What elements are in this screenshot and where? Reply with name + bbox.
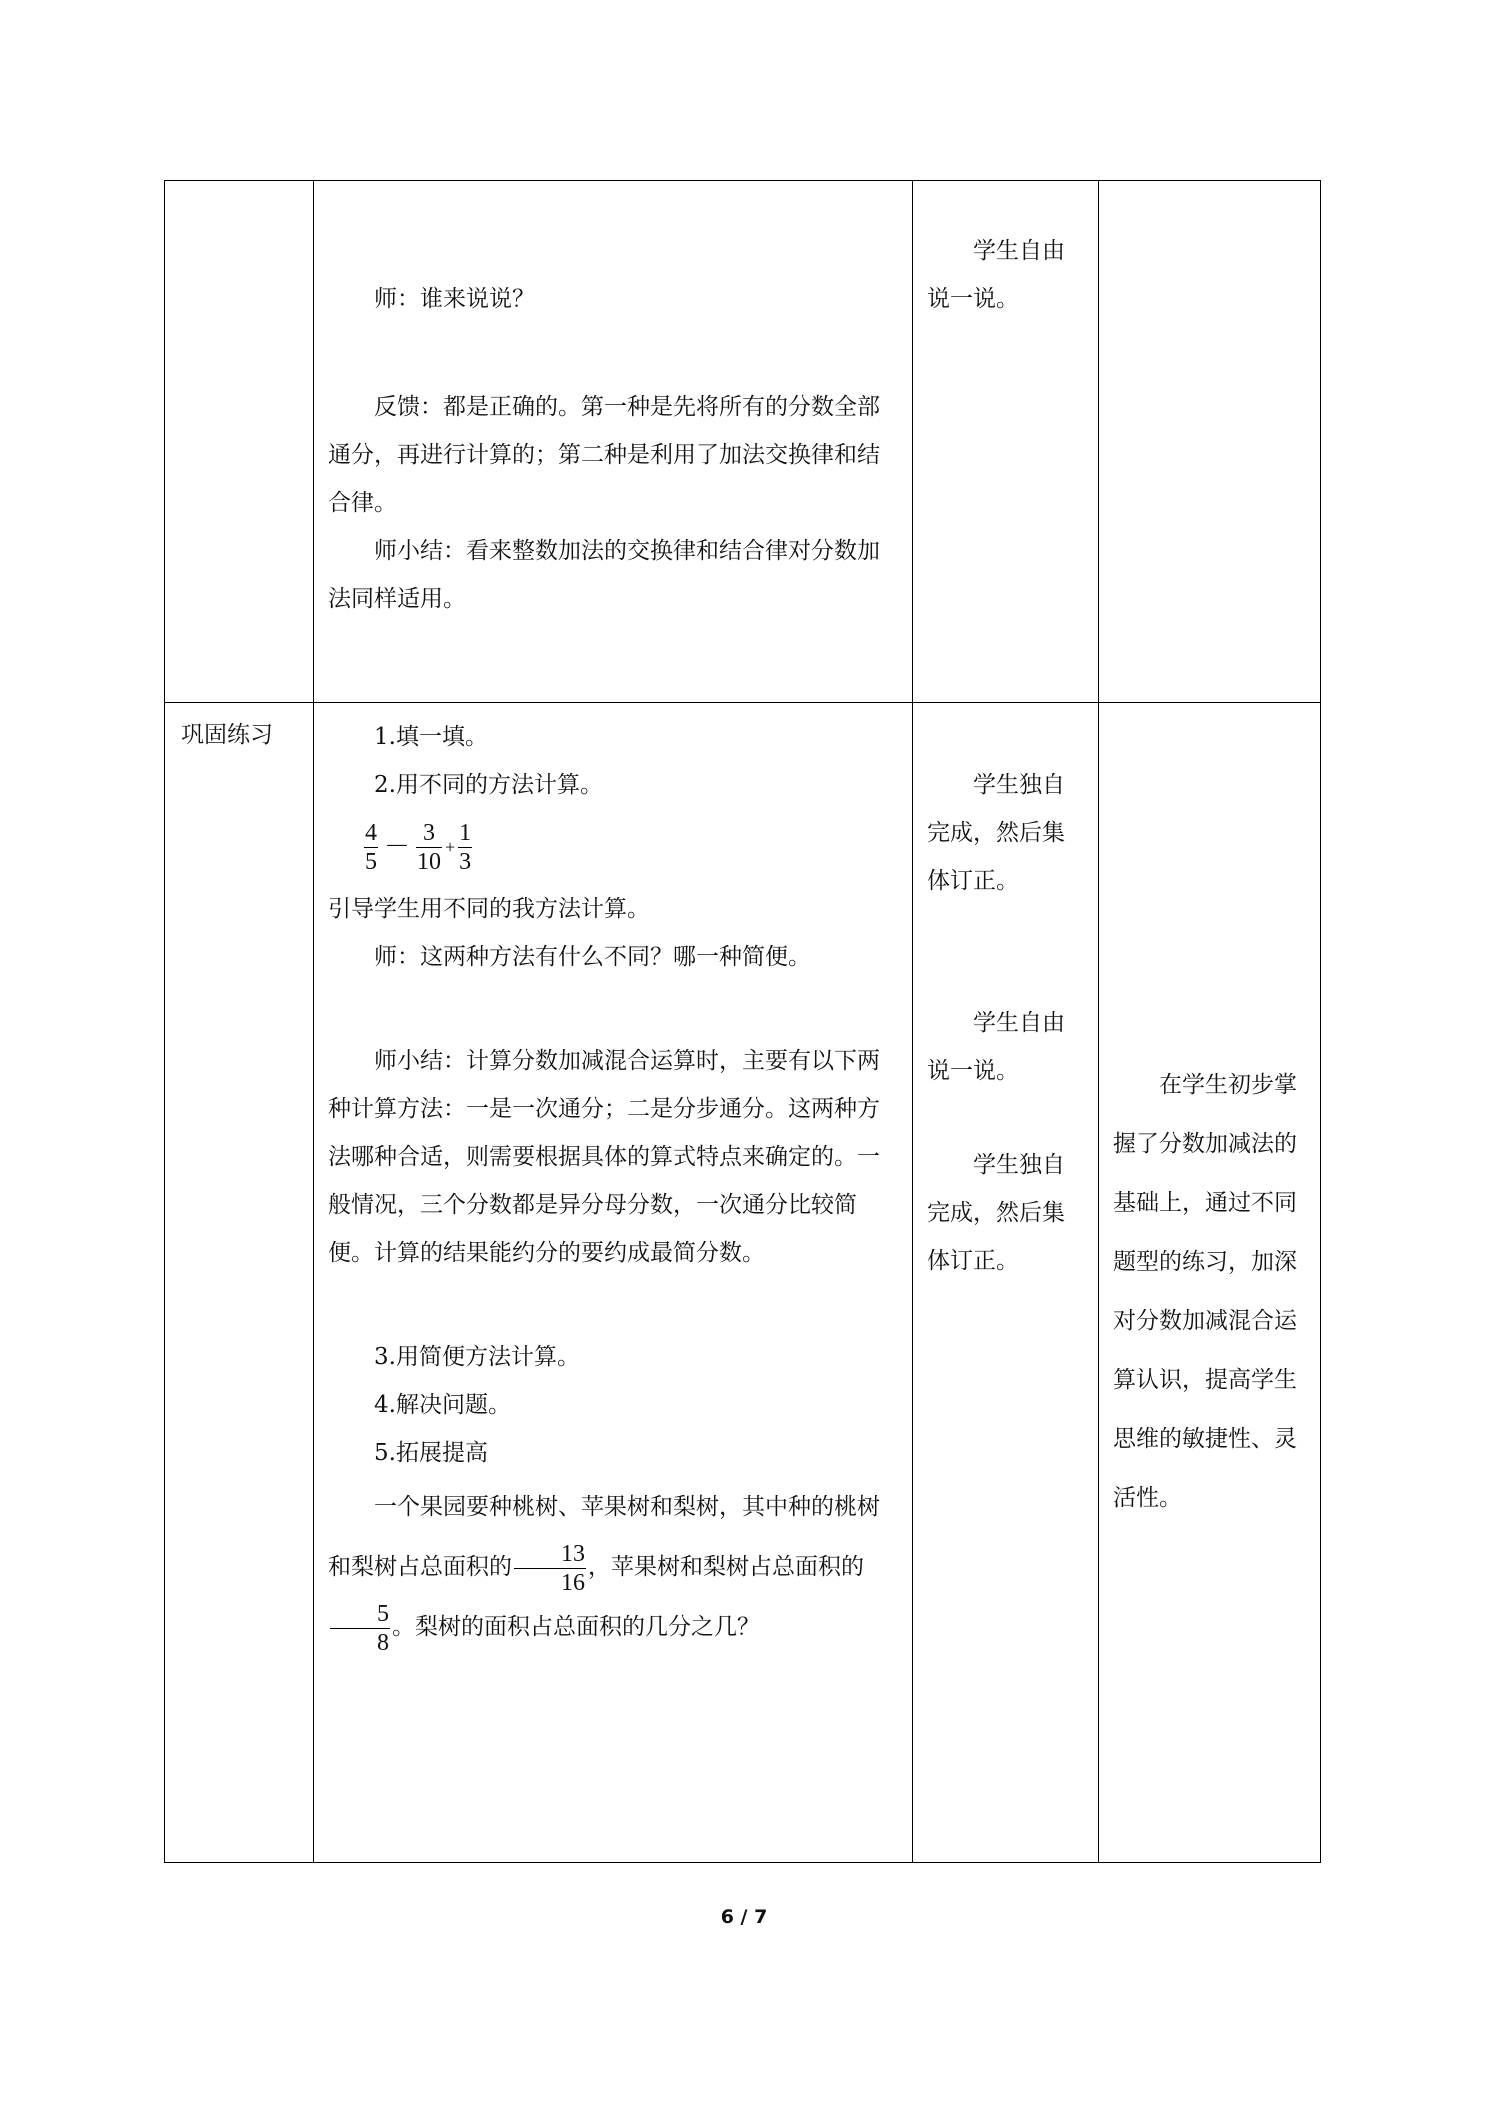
fraction: $\frac{3}{10}$: [417, 819, 442, 875]
intent-cell: [1099, 703, 1321, 1863]
fraction: $\frac{13}{16}$: [514, 1540, 586, 1597]
exercise-item: 1.填一填。: [374, 724, 488, 750]
teacher-text: 反馈：都是正确的。第一种是先将所有的分数全部通分，再进行计算的；第二种是利用了加法交换律和结合律。: [328, 394, 880, 516]
fraction: $\frac{5}{8}$: [330, 1600, 390, 1657]
minus-sign: －: [384, 832, 411, 861]
word-problem: 一个果园要种桃树、苹果树和梨树，其中种的桃树和梨树占总面积的 $\frac{13}{16}$ ，苹果树和梨树占总面积的 $\frac{5}{8}$ 。梨树的面积占总面积的几分之几？: [328, 1494, 880, 1656]
math-expression: [314, 809, 912, 885]
fraction: $\frac{4}{5}$: [365, 819, 377, 875]
table-row: [165, 181, 1321, 703]
design-intent: 在学生初步掌握了分数加减法的基础上，通过不同题型的练习，加深对分数加减混合运算认识，提高学生思维的敏捷性、灵活性。: [1113, 1072, 1297, 1511]
teacher-summary: 师小结：计算分数加减混合运算时，主要有以下两种计算方法：一是一次通分；二是分步通分。这两种方法哪种合适，则需要根据具体的算式特点来确定的。一般情况，三个分数都是异分母分数，一次通分比较简便。计算的结果能约分的要约成最简分数。: [328, 1048, 880, 1266]
student-text: 学生独自完成，然后集体订正。: [927, 1152, 1065, 1274]
exercise-item: 2.用不同的方法计算。: [374, 772, 603, 798]
exercise-item: 5.拓展提高: [374, 1440, 488, 1466]
teacher-text: 师小结：看来整数加法的交换律和结合律对分数加法同样适用。: [328, 538, 880, 612]
fraction: $\frac{1}{3}$: [459, 819, 472, 875]
teacher-text: 师：谁来说说？: [374, 286, 535, 312]
teacher-text: 引导学生用不同的我方法计算。: [328, 896, 650, 922]
student-activity-cell: [913, 703, 1099, 1863]
exercise-item: 3.用简便方法计算。: [374, 1344, 580, 1370]
lesson-table: [164, 180, 1321, 1863]
teacher-activity-cell: [314, 181, 913, 703]
exercise-item: 4.解决问题。: [374, 1392, 511, 1418]
student-text: 学生自由说一说。: [927, 238, 1065, 312]
teacher-activity-cell: [314, 703, 913, 1863]
student-text: 学生独自完成，然后集体订正。: [927, 772, 1065, 894]
stage-cell: [165, 703, 314, 1863]
table-row: [165, 703, 1321, 1863]
stage-cell: [165, 181, 314, 703]
student-text: 学生自由说一说。: [927, 1010, 1065, 1084]
student-activity-cell: [913, 181, 1099, 703]
page-number: 6 / 7: [720, 1906, 768, 1928]
teacher-text: 师：这两种方法有什么不同？哪一种简便。: [374, 944, 811, 970]
plus-sign: +: [445, 837, 456, 857]
stage-label: 巩固练习: [181, 722, 273, 748]
intent-cell: [1099, 181, 1321, 703]
